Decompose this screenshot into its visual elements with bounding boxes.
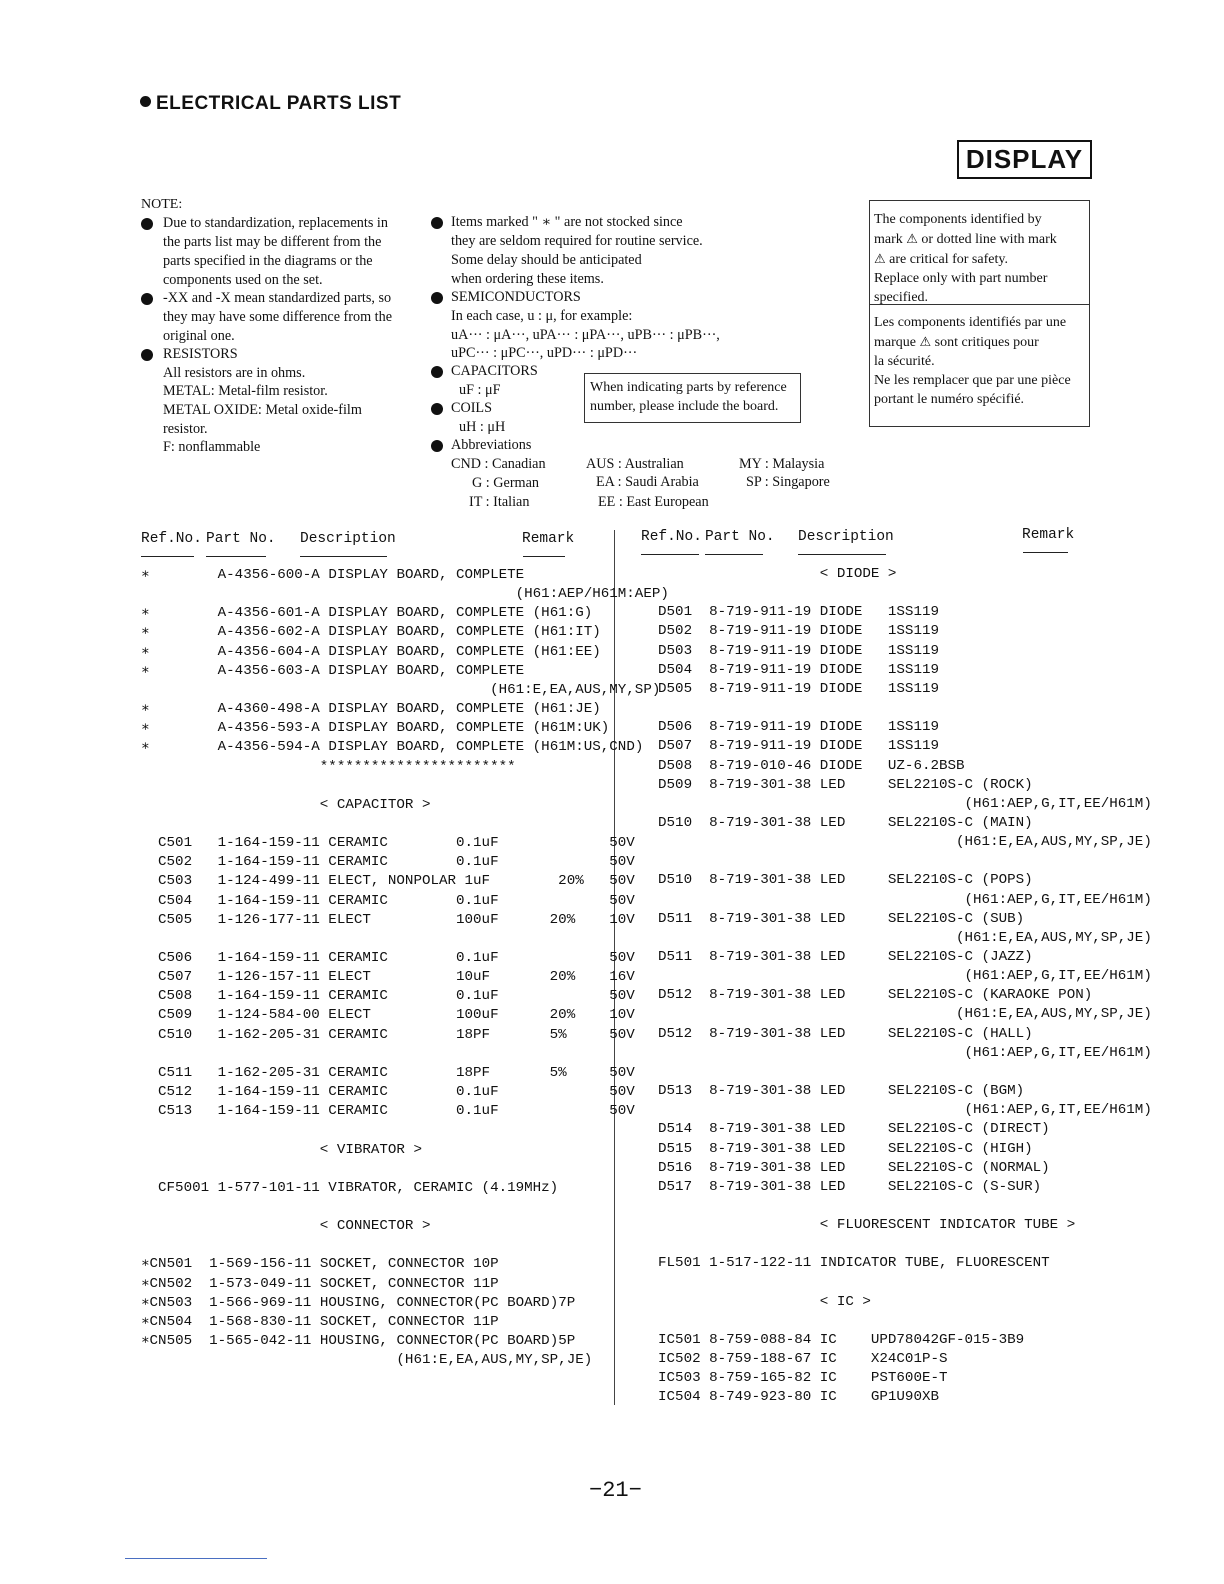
note-line: F: nonflammable xyxy=(163,439,261,455)
table-row: IC502 8-759-188-67 IC X24C01P-S xyxy=(641,1351,948,1368)
bullet-icon xyxy=(431,217,443,229)
table-row: C512 1-164-159-11 CERAMIC 0.1uF 50V xyxy=(141,1084,635,1101)
note-line: original one. xyxy=(163,328,235,344)
table-row: D505 8-719-911-19 DIODE 1SS119 xyxy=(641,680,939,697)
table-row: (H61:AEP,G,IT,EE/H61M) xyxy=(641,795,1152,812)
note-line: All resistors are in ohms. xyxy=(163,365,306,381)
header-part: Part No. xyxy=(705,529,775,545)
header-rule xyxy=(300,556,387,557)
table-row: D503 8-719-911-19 DIODE 1SS119 xyxy=(641,642,939,659)
note-line: METAL OXIDE: Metal oxide-film xyxy=(163,402,362,418)
header-remark: Remark xyxy=(522,531,575,547)
abbreviation: SP : Singapore xyxy=(746,474,830,490)
table-row: ∗ A-4356-603-A DISPLAY BOARD, COMPLETE xyxy=(141,662,525,679)
table-row: C508 1-164-159-11 CERAMIC 0.1uF 50V xyxy=(141,988,635,1005)
note-line: uH : μH xyxy=(459,419,506,435)
table-row: ∗CN501 1-569-156-11 SOCKET, CONNECTOR 10P xyxy=(141,1256,499,1273)
table-row: C506 1-164-159-11 CERAMIC 0.1uF 50V xyxy=(141,950,635,966)
section-label: DISPLAY xyxy=(957,140,1092,179)
table-row: (H61:E,EA,AUS,MY,SP,JE) xyxy=(141,1352,593,1369)
abbreviation: AUS : Australian xyxy=(586,456,684,472)
table-row: D510 8-719-301-38 LED SEL2210S-C (MAIN) xyxy=(641,814,1033,831)
table-row: (H61:E,EA,AUS,MY,SP,JE) xyxy=(641,1006,1152,1023)
safety-line: mark xyxy=(874,232,903,247)
table-row: ∗ A-4356-594-A DISPLAY BOARD, COMPLETE (H61M:US,CND) xyxy=(141,739,644,756)
safety-note-en xyxy=(870,201,1089,305)
header-rule xyxy=(1023,552,1068,553)
note-line: -XX and -X mean standardized parts, so xyxy=(163,290,392,306)
safety-line: specified. xyxy=(874,290,929,305)
table-row: (H61:AEP,G,IT,EE/H61M) xyxy=(641,1044,1152,1061)
table-row: (H61:AEP/H61M:AEP) xyxy=(141,586,669,603)
note-line: components used on the set. xyxy=(163,272,323,288)
note-line: the parts list may be different from the xyxy=(163,234,382,250)
note-line: RESISTORS xyxy=(163,346,238,362)
note-line: uA··· : μA···, uPA··· : μPA···, uPB··· : μPB···, xyxy=(451,327,720,343)
table-row: D515 8-719-301-38 LED SEL2210S-C (HIGH) xyxy=(641,1140,1033,1157)
table-row: D517 8-719-301-38 LED SEL2210S-C (S-SUR) xyxy=(641,1178,1042,1195)
table-row: C503 1-124-499-11 ELECT, NONPOLAR 1uF 20% 50V xyxy=(141,873,635,890)
safety-line: la sécurité. xyxy=(874,354,935,369)
safety-line: The components identified by xyxy=(874,212,1042,227)
notes-heading: NOTE: xyxy=(141,197,183,212)
table-row: C504 1-164-159-11 CERAMIC 0.1uF 50V xyxy=(141,892,635,909)
header-rule xyxy=(705,554,763,555)
table-row: D507 8-719-911-19 DIODE 1SS119 xyxy=(641,738,939,755)
table-row: (H61:E,EA,AUS,MY,SP,JE) xyxy=(641,834,1152,851)
table-row: < VIBRATOR > xyxy=(141,1141,422,1158)
table-row: IC504 8-749-923-80 IC GP1U90XB xyxy=(641,1389,939,1406)
note-line: resistor. xyxy=(163,421,208,437)
table-row: C511 1-162-205-31 CERAMIC 18PF 5% 50V xyxy=(141,1064,635,1081)
note-line: COILS xyxy=(451,400,492,416)
note-line: In each case, u : μ, for example: xyxy=(451,308,633,324)
abbreviation: IT : Italian xyxy=(469,494,530,510)
safety-line: or dotted line with mark xyxy=(921,232,1057,247)
note-line: Due to standardization, replacements in xyxy=(163,215,388,231)
table-row: C507 1-126-157-11 ELECT 10uF 20% 16V xyxy=(141,969,635,986)
header-ref: Ref.No. xyxy=(141,531,202,547)
bullet-icon xyxy=(431,366,443,378)
safety-line: Replace only with part number xyxy=(874,271,1048,286)
warning-icon: ⚠ xyxy=(874,251,886,266)
table-row: D511 8-719-301-38 LED SEL2210S-C (JAZZ) xyxy=(641,949,1033,965)
table-row: IC503 8-759-165-82 IC PST600E-T xyxy=(641,1370,948,1387)
header-rule xyxy=(798,554,886,555)
table-row: ∗ A-4356-601-A DISPLAY BOARD, COMPLETE (H61:G) xyxy=(141,605,593,622)
note-line: they may have some difference from the xyxy=(163,309,393,325)
abbreviation: EA : Saudi Arabia xyxy=(596,474,699,490)
table-row: ∗ A-4356-593-A DISPLAY BOARD, COMPLETE (H61M:UK) xyxy=(141,720,610,737)
bullet-icon xyxy=(141,293,153,305)
abbreviation: G : German xyxy=(472,475,539,491)
table-row: FL501 1-517-122-11 INDICATOR TUBE, FLUORESCENT xyxy=(641,1255,1050,1272)
table-row: ∗CN505 1-565-042-11 HOUSING, CONNECTOR(PC BOARD)5P xyxy=(141,1333,576,1349)
table-row: ∗ A-4356-602-A DISPLAY BOARD, COMPLETE (H61:IT) xyxy=(141,624,601,641)
table-row: C510 1-162-205-31 CERAMIC 18PF 5% 50V xyxy=(141,1026,635,1043)
table-row: D501 8-719-911-19 DIODE 1SS119 xyxy=(641,604,939,621)
page-title-text: ELECTRICAL PARTS LIST xyxy=(156,93,402,114)
safety-line: portant le numéro spécifié. xyxy=(874,392,1025,407)
warning-icon: ⚠ xyxy=(906,231,918,246)
table-row: CF5001 1-577-101-11 VIBRATOR, CERAMIC (4.19MHz) xyxy=(141,1179,559,1196)
table-row: ∗CN502 1-573-049-11 SOCKET, CONNECTOR 11P xyxy=(141,1275,499,1292)
header-rule xyxy=(206,556,266,557)
table-row: (H61:AEP,G,IT,EE/H61M) xyxy=(641,891,1152,908)
safety-note-fr xyxy=(870,305,1089,409)
note-line: parts specified in the diagrams or the xyxy=(163,253,373,269)
table-row: C501 1-164-159-11 CERAMIC 0.1uF 50V xyxy=(141,835,635,852)
page-title xyxy=(140,93,401,115)
note-line: METAL: Metal-film resistor. xyxy=(163,383,328,399)
reference-note-line: number, please include the board. xyxy=(590,399,779,414)
table-row: D512 8-719-301-38 LED SEL2210S-C (KARAOKE PON) xyxy=(641,987,1093,1004)
table-row: C505 1-126-177-11 ELECT 100uF 20% 10V xyxy=(141,911,635,928)
header-desc: Description xyxy=(300,531,396,547)
safety-line: Ne les remplacer que par une pièce xyxy=(874,373,1071,388)
table-row: < IC > xyxy=(641,1293,871,1310)
safety-note-box xyxy=(869,200,1090,427)
abbreviation: EE : East European xyxy=(598,494,709,510)
abbreviation: CND : Canadian xyxy=(451,456,546,472)
header-ref: Ref.No. xyxy=(641,529,702,545)
table-row: C509 1-124-584-00 ELECT 100uF 20% 10V xyxy=(141,1007,635,1024)
table-row: ∗ A-4360-498-A DISPLAY BOARD, COMPLETE (H61:JE) xyxy=(141,701,601,718)
safety-line: are critical for safety. xyxy=(889,252,1008,267)
note-line: when ordering these items. xyxy=(451,271,604,287)
header-rule xyxy=(141,556,194,557)
bullet-icon xyxy=(140,96,151,107)
table-row: (H61:AEP,G,IT,EE/H61M) xyxy=(641,968,1152,985)
table-row: ∗CN504 1-568-830-11 SOCKET, CONNECTOR 11P xyxy=(141,1313,499,1330)
bullet-icon xyxy=(431,292,443,304)
note-line: CAPACITORS xyxy=(451,363,538,379)
table-row: D504 8-719-911-19 DIODE 1SS119 xyxy=(641,661,939,678)
table-row: IC501 8-759-088-84 IC UPD78042GF-015-3B9 xyxy=(641,1332,1025,1348)
header-part: Part No. xyxy=(206,531,276,547)
safety-line: sont critiques pour xyxy=(934,335,1039,350)
bullet-icon xyxy=(431,440,443,452)
note-line: Some delay should be anticipated xyxy=(451,252,642,268)
table-row: ∗ A-4356-604-A DISPLAY BOARD, COMPLETE (H61:EE) xyxy=(141,643,601,660)
table-row: D506 8-719-911-19 DIODE 1SS119 xyxy=(641,719,939,736)
table-row: ∗ A-4356-600-A DISPLAY BOARD, COMPLETE xyxy=(141,567,525,583)
table-row: C502 1-164-159-11 CERAMIC 0.1uF 50V xyxy=(141,854,635,871)
table-row: D508 8-719-010-46 DIODE UZ-6.2BSB xyxy=(641,757,965,774)
table-row: D511 8-719-301-38 LED SEL2210S-C (SUB) xyxy=(641,910,1025,927)
table-row: D516 8-719-301-38 LED SEL2210S-C (NORMAL) xyxy=(641,1159,1050,1176)
safety-line: Les components identifiés par une xyxy=(874,315,1067,330)
table-row: *********************** xyxy=(141,758,516,775)
header-rule xyxy=(641,554,699,555)
table-row: ∗CN503 1-566-969-11 HOUSING, CONNECTOR(PC BOARD)7P xyxy=(141,1294,576,1311)
note-line: Items marked " ∗ " are not stocked since xyxy=(451,214,683,230)
bullet-icon xyxy=(141,218,153,230)
table-row: C513 1-164-159-11 CERAMIC 0.1uF 50V xyxy=(141,1103,635,1120)
safety-line: marque xyxy=(874,335,916,350)
abbreviation: MY : Malaysia xyxy=(739,456,825,472)
note-line: they are seldom required for routine service. xyxy=(451,233,703,249)
header-rule xyxy=(523,556,565,557)
note-line: uF : μF xyxy=(459,382,501,398)
table-row: < CONNECTOR > xyxy=(141,1218,431,1235)
warning-icon: ⚠ xyxy=(919,334,932,349)
header-remark: Remark xyxy=(1022,527,1075,543)
table-row: D510 8-719-301-38 LED SEL2210S-C (POPS) xyxy=(641,872,1033,889)
bullet-icon xyxy=(431,403,443,415)
table-row: < CAPACITOR > xyxy=(141,796,431,813)
table-row: D502 8-719-911-19 DIODE 1SS119 xyxy=(641,623,939,640)
table-row: < DIODE > xyxy=(641,566,897,582)
table-row: D512 8-719-301-38 LED SEL2210S-C (HALL) xyxy=(641,1025,1033,1042)
note-line: SEMICONDUCTORS xyxy=(451,289,581,305)
header-desc: Description xyxy=(798,529,894,545)
bullet-icon xyxy=(141,349,153,361)
page-number: −21− xyxy=(589,1478,642,1503)
table-row: D513 8-719-301-38 LED SEL2210S-C (BGM) xyxy=(641,1083,1025,1100)
reference-note-line: When indicating parts by reference xyxy=(590,380,787,395)
note-line: Abbreviations xyxy=(451,437,532,453)
note-line: uPC··· : μPC···, uPD··· : μPD··· xyxy=(451,345,638,361)
table-row: (H61:E,EA,AUS,MY,SP,JE) xyxy=(641,929,1152,946)
table-row: (H61:E,EA,AUS,MY,SP) xyxy=(141,681,661,698)
table-row: D514 8-719-301-38 LED SEL2210S-C (DIRECT) xyxy=(641,1121,1050,1138)
table-row: D509 8-719-301-38 LED SEL2210S-C (ROCK) xyxy=(641,776,1033,793)
reference-note-box xyxy=(584,373,801,423)
table-row: < FLUORESCENT INDICATOR TUBE > xyxy=(641,1217,1076,1234)
footer-rule xyxy=(125,1558,267,1559)
table-row: (H61:AEP,G,IT,EE/H61M) xyxy=(641,1102,1152,1119)
